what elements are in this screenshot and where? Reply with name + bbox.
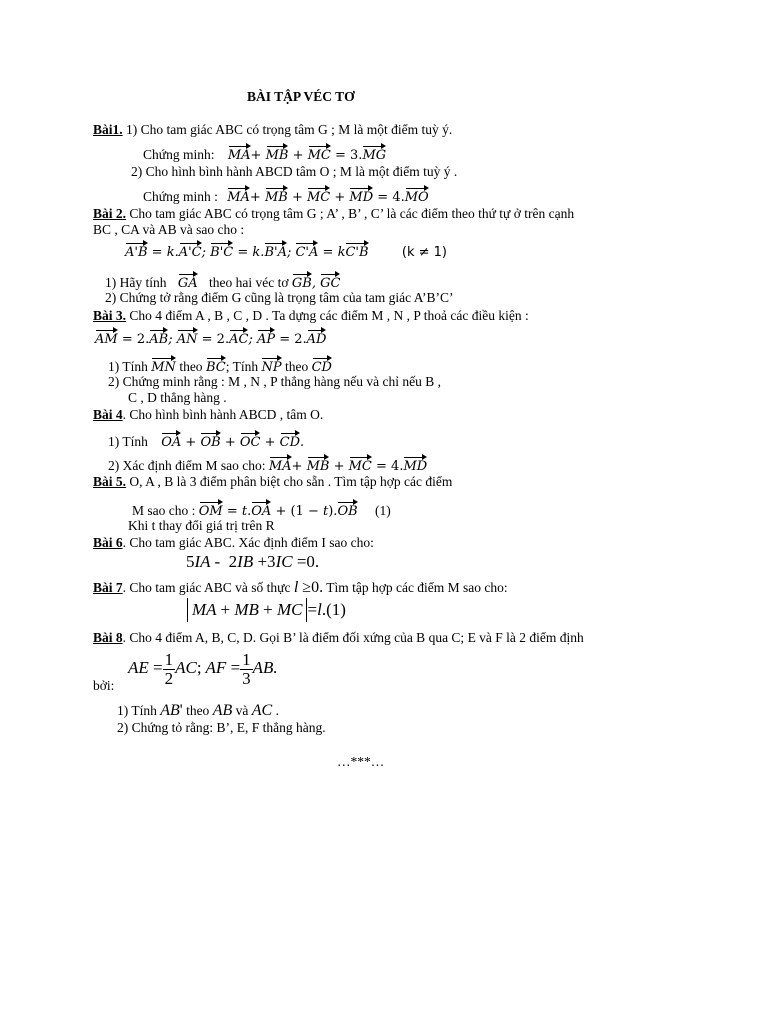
- bai2-ratios: A'B = k.A'C; B'C = k.B'A; C'A = kC'B: [125, 245, 369, 260]
- bai3-conditions: AM = 2.AB; AN = 2.AC; AP = 2.AD: [95, 332, 326, 347]
- bai3-text: Cho 4 điểm A , B , C , D . Ta dựng các điểm M , N , P thoả các điều kiện :: [129, 308, 529, 323]
- bai2-formula: [125, 242, 447, 261]
- bai3-label: Bài 3.: [93, 308, 127, 323]
- bai2-label: Bài 2.: [93, 206, 127, 221]
- bai8-formula: [128, 648, 278, 689]
- vector-ac: AC: [251, 702, 273, 719]
- bai3-q1-text: 1) Tính: [108, 359, 148, 374]
- bai3-formula: [95, 329, 326, 348]
- bai6-formula: [186, 554, 319, 571]
- bai1-formula1: MA+ MB + MC = 3.MG: [228, 148, 386, 163]
- bai7-formula: [187, 598, 346, 623]
- bai7-label: Bài 7: [93, 580, 123, 595]
- bai1-proof2-label: Chứng minh :: [143, 189, 218, 204]
- bai4-sum: OA + OB + OC + CD.: [161, 435, 304, 450]
- bai7-l-condition: l ≥0.: [293, 579, 324, 596]
- bai3-q1-theo: theo: [179, 359, 203, 374]
- bai4-q1: [108, 432, 304, 451]
- bai3-q1-tinh: ; Tính: [225, 359, 259, 374]
- bai4-label: Bài 4: [93, 407, 123, 422]
- bai2-text2: BC , CA và AB và sao cho :: [93, 222, 245, 237]
- bai1-part1: 1) Cho tam giác ABC có trọng tâm G ; M là một điểm tuỳ ý.: [126, 122, 453, 137]
- bai2-q1-text: 1) Hãy tính: [105, 275, 167, 290]
- bai3-q2a: 2) Chứng minh rằng : M , N , P thẳng hàng nếu và chỉ nếu B ,: [108, 374, 442, 389]
- bai7-text2: Tìm tập hợp các điểm M sao cho:: [326, 580, 508, 595]
- bai1-part2: 2) Cho hình bình hành ABCD tâm O ; M là một điểm tuỳ ý .: [131, 164, 458, 179]
- bai7-text1: . Cho tam giác ABC và số thực: [122, 580, 291, 595]
- bai8-boi: bởi:: [93, 678, 115, 693]
- bai5-text: O, A , B là 3 điểm phân biệt cho sẵn . Tìm tập hợp các điểm: [129, 474, 453, 489]
- vector-ab: AB: [212, 702, 233, 719]
- bai4-q1-text: 1) Tính: [108, 434, 148, 449]
- bai3-q2b: C , D thẳng hàng .: [128, 390, 227, 405]
- bai2-text1: Cho tam giác ABC có trọng tâm G ; A’ , B’ , C’ là các điểm theo thứ tự ở trên cạnh: [129, 206, 575, 221]
- bai5-formula: OM = t.OA + (1 − t).OB: [199, 504, 358, 519]
- vector-mn: MN: [151, 360, 176, 375]
- bai4-text: . Cho hình bình hành ABCD , tâm O.: [122, 407, 324, 422]
- bai1-line1: [93, 122, 452, 138]
- vector-np: NP: [261, 360, 281, 375]
- bai4-q2: [108, 456, 427, 475]
- bai8-q2: 2) Chứng tỏ rằng: B’, E, F thẳng hàng.: [117, 720, 326, 735]
- vector-bc: BC: [206, 360, 226, 375]
- bai5-line1: [93, 474, 452, 490]
- bai7-line1: [93, 580, 508, 596]
- bai8-definitions: AE = $\frac{1}{2}$ AC; AF = $\frac{1}{3}$ AB.: [128, 649, 278, 688]
- bai1-proof1-label: Chứng minh:: [143, 147, 215, 162]
- bai2-q1-text2: theo hai véc tơ: [209, 275, 289, 290]
- page-title: BÀI TẬP VÉC TƠ: [247, 89, 355, 104]
- bai1-proof1: [143, 145, 386, 164]
- bai6-equation: 5IA - 2IB +3IC =0.: [186, 552, 320, 571]
- vector-ab-prime: AB': [160, 702, 183, 719]
- bai4-q2-text: 2) Xác định điểm M sao cho:: [108, 458, 266, 473]
- bai5-label: Bài 5.: [93, 474, 127, 489]
- bai5-line3: Khi t thay đổi giá trị trên R: [128, 518, 275, 533]
- bai6-label: Bài 6: [93, 535, 123, 550]
- vectors-gb-gc: GB, GC: [292, 276, 341, 291]
- bai1-label: Bài1.: [93, 122, 123, 137]
- bai1-proof2: [143, 187, 429, 206]
- bai6-line1: [93, 535, 374, 551]
- bai3-q1-theo2: theo: [284, 359, 309, 374]
- end-mark: …***…: [337, 754, 385, 769]
- bai4-line1: [93, 407, 323, 423]
- bai8-q1-va: và: [235, 703, 249, 718]
- bai8-q1-text: 1) Tính: [117, 703, 157, 718]
- bai8-label: Bài 8: [93, 630, 123, 645]
- bai4-condition: MA+ MB + MC = 4.MD: [269, 459, 427, 474]
- vector-cd: CD: [312, 360, 332, 375]
- bai6-text: . Cho tam giác ABC. Xác định điểm I sao cho:: [122, 535, 374, 550]
- vector-ga: GA: [178, 276, 198, 291]
- bai5-number: (1): [375, 503, 391, 518]
- bai2-q2: 2) Chứng tở rằng điểm G cũng là trọng tâm của tam giác A’B’C’: [105, 290, 454, 305]
- bai7-rhs: =l.(1): [307, 600, 346, 619]
- bai7-abs-sum: MA + MB + MC: [187, 598, 307, 622]
- bai5-msao: M sao cho :: [132, 503, 196, 518]
- bai2-k-condition: (k ≠ 1): [401, 245, 448, 260]
- bai1-formula2: MA+ MB + MC + MD = 4.MO: [227, 190, 429, 205]
- bai3-line1: [93, 308, 529, 324]
- bai8-text: . Cho 4 điểm A, B, C, D. Gọi B’ là điểm đối xứng của B qua C; E và F là 2 điểm định: [122, 630, 584, 645]
- bai8-q1: 1) Tính AB' theo AB và AC .: [117, 702, 279, 719]
- bai2-line1: [93, 206, 574, 222]
- bai8-line1: [93, 630, 584, 646]
- bai8-q1-theo: theo: [186, 703, 210, 718]
